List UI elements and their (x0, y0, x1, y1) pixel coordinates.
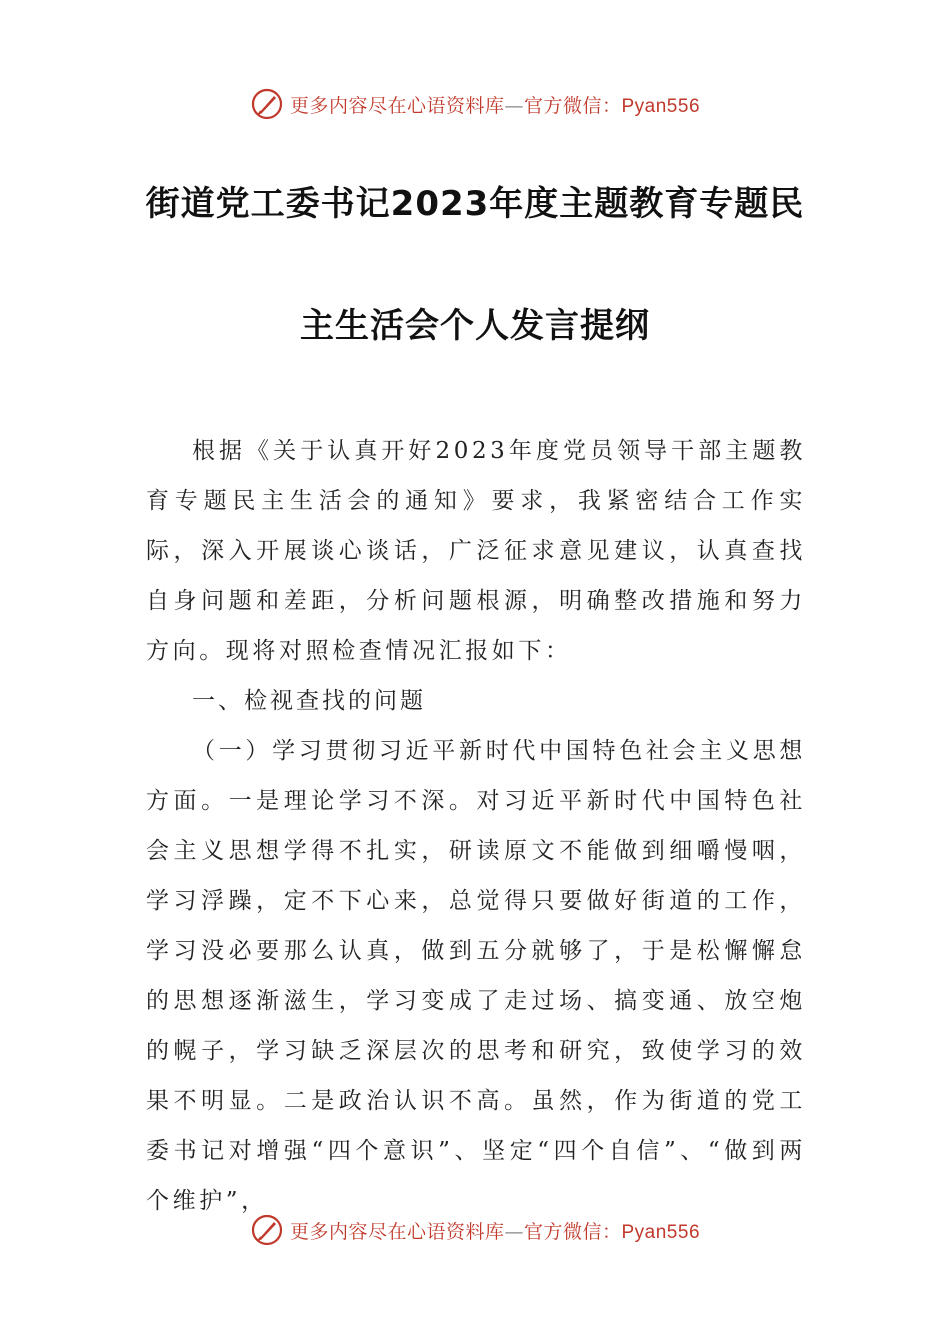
watermark-text: 更多内容尽在心语资料库—官方微信：Pyan556 (289, 94, 701, 117)
document-title-line-1: 街道党工委书记2023年度主题教育专题民 (145, 184, 805, 224)
watermark-text: 更多内容尽在心语资料库—官方微信：Pyan556 (289, 1220, 701, 1243)
watermark-header (0, 84, 950, 124)
section-heading: 一、检视查找的问题 (192, 688, 426, 714)
watermark-footer (0, 1210, 950, 1250)
document-title-line-2: 主生活会个人发言提纲 (300, 306, 650, 346)
paragraph-section-1: （一）学习贯彻习近平新时代中国特色社会主义思想方面。一是理论学习不深。对习近平新时代中国特色社会主义思想学得不扎实，研读原文不能做到细嚼慢咽，学习浮躁，定不下心来，总觉得只要做好街道的工作，学习没必要那么认真，做到五分就够了，于是松懈懈怠的思想逐渐滋生，学习变成了走过场、搞变通、放空炮的幌子，学习缺乏深层次的思考和研究，致使学习的效果不明显。二是政治认识不高。虽然，作为街道的党工委书记对增强“四个意识”、坚定“四个自信”、“做到两个维护”， (146, 738, 806, 1214)
paragraph-intro: 根据《关于认真开好2023年度党员领导干部主题教育专题民主生活会的通知》要求，我紧密结合工作实际，深入开展谈心谈话，广泛征求意见建议，认真查找自身问题和差距，分析问题根源，明确整改措施和努力方向。现将对照检查情况汇报如下： (146, 438, 806, 664)
quill-logo-icon (250, 87, 284, 121)
document-body (146, 426, 806, 1226)
quill-logo-icon (250, 1213, 284, 1247)
